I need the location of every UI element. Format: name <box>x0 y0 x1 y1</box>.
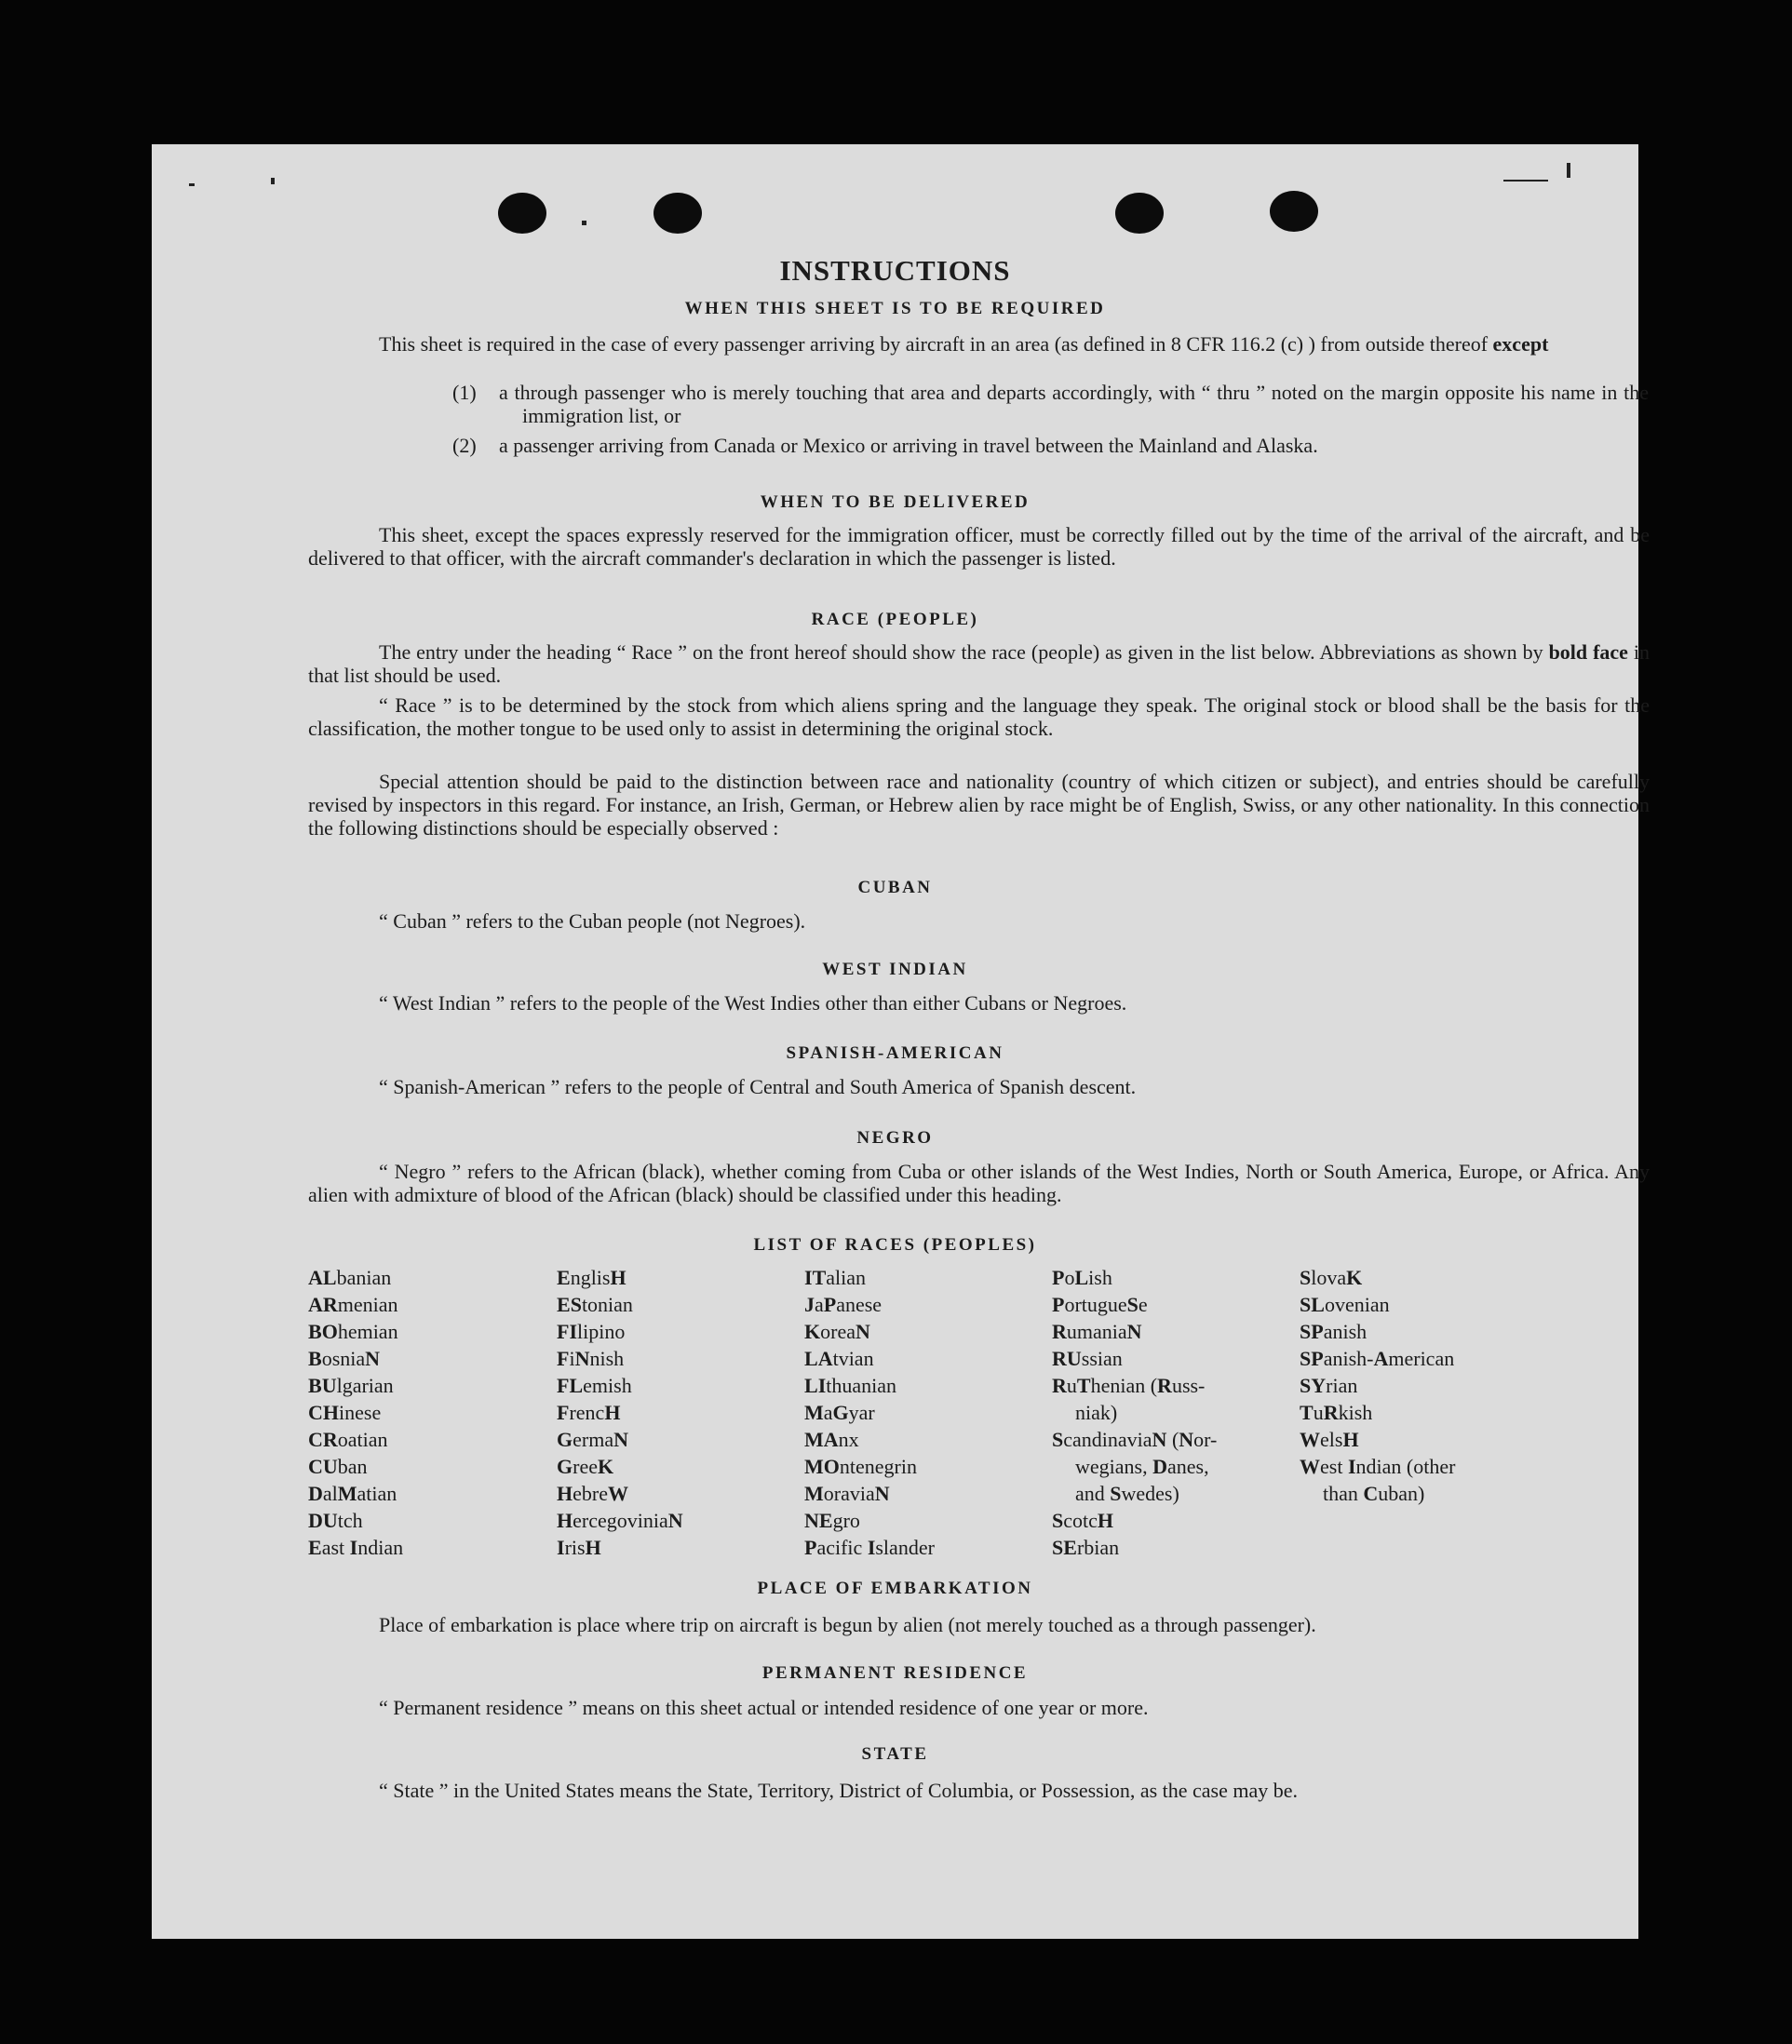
heading-spanish-american: SPANISH-AMERICAN <box>786 1043 1004 1063</box>
when-required-text: This sheet is required in the case of every passenger arriving by aircraft in an area (as defined in 8 CFR 116.2 (c) ) from outside thereof except <box>379 332 1549 356</box>
race-entry: SPanish <box>1300 1320 1368 1343</box>
race-entry: CUban <box>308 1455 368 1478</box>
race-entry: TuRkish <box>1300 1401 1373 1424</box>
heading-when-delivered: WHEN TO BE DELIVERED <box>760 492 1031 512</box>
race-entry: NEgro <box>804 1509 860 1532</box>
race-entry: RUssian <box>1052 1347 1123 1370</box>
race-entry: SYrian <box>1300 1374 1358 1397</box>
when-delivered-text: This sheet, except the spaces expressly reserved for the immigration officer, must be correctly filled out by the time of the arrival of the aircraft, and be delivered to that officer, with the aircraft commander's declaration in which the passenger is listed. <box>308 523 1650 570</box>
exception-item-1: (1) a through passenger who is merely touching that area and departs accordingly, with “ thru ” noted on the margin opposite his name in the immigration list, or <box>452 381 1649 427</box>
race-entry: BosniaN <box>308 1347 381 1370</box>
race-entry: EnglisH <box>557 1266 627 1289</box>
race-entry-continuation: and Swedes) <box>1075 1482 1179 1505</box>
punch-hole <box>498 193 546 234</box>
punch-hole <box>1270 191 1318 232</box>
race-entry: Pacific Islander <box>804 1536 935 1559</box>
race-entry: FiNnish <box>557 1347 625 1370</box>
punch-hole <box>653 193 702 234</box>
race-entry: ITalian <box>804 1266 867 1289</box>
race-entry: LIthuanian <box>804 1374 897 1397</box>
race-entry: IrisH <box>557 1536 601 1559</box>
state-text: “ State ” in the United States means the State, Territory, District of Columbia, or Possession, as the case may be. <box>379 1779 1299 1802</box>
race-entry: FLemish <box>557 1374 632 1397</box>
race-entry: MaGyar <box>804 1401 875 1424</box>
heading-when-required: WHEN THIS SHEET IS TO BE REQUIRED <box>684 299 1106 318</box>
heading-race: RACE (PEOPLE) <box>811 610 979 629</box>
cuban-text: “ Cuban ” refers to the Cuban people (not Negroes). <box>379 909 806 933</box>
race-entry: SErbian <box>1052 1536 1120 1559</box>
race-entry: SlovaK <box>1300 1266 1363 1289</box>
paper-mark <box>1567 163 1570 178</box>
page-title: INSTRUCTIONS <box>779 254 1011 287</box>
race-entry: DUtch <box>308 1509 363 1532</box>
race-entry: ALbanian <box>308 1266 392 1289</box>
race-entry-continuation: niak) <box>1075 1401 1118 1424</box>
race-entry-continuation: than Cuban) <box>1323 1482 1425 1505</box>
heading-state: STATE <box>861 1744 929 1764</box>
embarkation-text: Place of embarkation is place where trip on aircraft is begun by alien (not merely touched as a through passenger). <box>379 1613 1316 1636</box>
races-column-4 <box>1052 1264 1217 1561</box>
race-paragraph-3: Special attention should be paid to the distinction between race and nationality (country of which citizen or subject), and entries should be carefully revised by inspectors in this regard. For instance, an Irish, German, or Hebrew alien by race might be of English, Swiss, or any other nationality. In this connection the following distinctions should be especially observed : <box>308 770 1650 840</box>
race-entry: EStonian <box>557 1293 633 1316</box>
race-entry: SLovenian <box>1300 1293 1390 1316</box>
residence-text: “ Permanent residence ” means on this sheet actual or intended residence of one year or more. <box>379 1696 1149 1719</box>
race-entry-continuation: wegians, Danes, <box>1075 1455 1209 1478</box>
race-entry: MAnx <box>804 1428 859 1451</box>
race-entry: BUlgarian <box>308 1374 394 1397</box>
race-entry: ScotcH <box>1052 1509 1114 1532</box>
race-entry: BOhemian <box>308 1320 398 1343</box>
race-entry: ARmenian <box>308 1293 398 1316</box>
punch-hole <box>1115 193 1164 234</box>
race-entry: MoraviaN <box>804 1482 890 1505</box>
heading-negro: NEGRO <box>856 1128 934 1148</box>
races-column-3 <box>804 1264 935 1561</box>
paper-mark <box>1503 180 1548 182</box>
negro-text: “ Negro ” refers to the African (black), whether coming from Cuba or other islands of the West Indies, North or South America, Europe, or Africa. Any alien with admixture of blood of the African (black) should be classified under this heading. <box>308 1160 1650 1206</box>
race-entry: ScandinaviaN (Nor- <box>1052 1428 1218 1451</box>
race-entry: DalMatian <box>308 1482 397 1505</box>
race-entry: HercegoviniaN <box>557 1509 683 1532</box>
exception-item-2: (2) a passenger arriving from Canada or Mexico or arriving in travel between the Mainland and Alaska. <box>452 434 1318 457</box>
heading-place-of-embarkation: PLACE OF EMBARKATION <box>757 1579 1033 1598</box>
race-entry: WelsH <box>1300 1428 1359 1451</box>
race-entry: HebreW <box>557 1482 628 1505</box>
west-indian-text: “ West Indian ” refers to the people of the West Indies other than either Cubans or Negroes. <box>379 991 1127 1015</box>
race-paragraph-1: The entry under the heading “ Race ” on the front hereof should show the race (people) as given in the list below. Abbreviations as shown by bold face in that list should be used. <box>308 640 1650 687</box>
spanish-american-text: “ Spanish-American ” refers to the people of Central and South America of Spanish descent. <box>379 1075 1137 1098</box>
race-entry: KoreaN <box>804 1320 870 1343</box>
race-entry: GermaN <box>557 1428 628 1451</box>
race-paragraph-2: “ Race ” is to be determined by the stock from which aliens spring and the language they speak. The original stock or blood shall be the basis for the classification, the mother tongue to be used only to assist in determining the original stock. <box>308 693 1650 740</box>
race-entry: FrencH <box>557 1401 621 1424</box>
heading-permanent-residence: PERMANENT RESIDENCE <box>761 1663 1029 1683</box>
race-entry: CRoatian <box>308 1428 388 1451</box>
race-entry: CHinese <box>308 1401 382 1424</box>
race-entry: JaPanese <box>804 1293 883 1316</box>
instruction-sheet <box>152 144 1650 1939</box>
races-column-5 <box>1300 1264 1455 1507</box>
paper-mark <box>582 221 586 225</box>
race-entry: MOntenegrin <box>804 1455 917 1478</box>
races-column-2 <box>557 1264 683 1561</box>
race-entry: PortugueSe <box>1052 1293 1148 1316</box>
heading-cuban: CUBAN <box>857 878 933 897</box>
heading-west-indian: WEST INDIAN <box>822 960 968 979</box>
race-entry: FIlipino <box>557 1320 626 1343</box>
race-entry: RumaniaN <box>1052 1320 1142 1343</box>
race-entry: RuThenian (Russ- <box>1052 1374 1206 1397</box>
paper-mark <box>271 178 275 184</box>
paper-mark <box>189 183 195 186</box>
heading-list-of-races: LIST OF RACES (PEOPLES) <box>753 1235 1037 1255</box>
race-entry: East Indian <box>308 1536 404 1559</box>
races-column-1 <box>308 1264 403 1561</box>
race-entry: PoLish <box>1052 1266 1112 1289</box>
race-entry: GreeK <box>557 1455 614 1478</box>
race-entry: West Indian (other <box>1300 1455 1456 1478</box>
race-entry: SPanish-American <box>1300 1347 1455 1370</box>
race-entry: LAtvian <box>804 1347 874 1370</box>
